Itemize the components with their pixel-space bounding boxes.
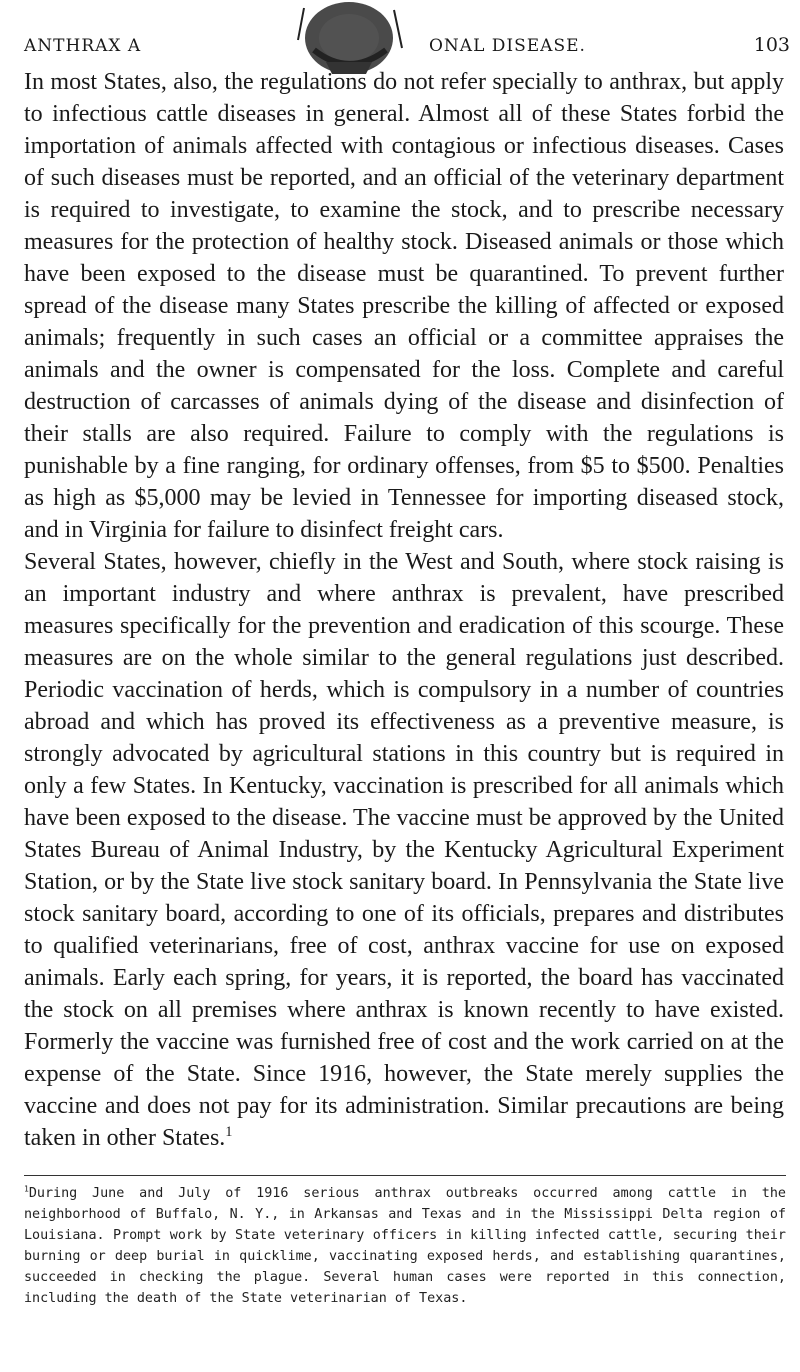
footnote-reference: 1: [225, 1124, 233, 1140]
running-head-left: ANTHRAX A: [24, 36, 142, 56]
footnote-divider: [24, 1175, 786, 1176]
paragraph-1: In most States, also, the regulations do not refer specially to anthrax, but apply to infectious cattle diseases in general. Almost all of these States forbid the importation of animals affected with contagious or infectious diseases. Cases of such diseases must be reported, and an official of the veterinary department is required to investigate, to examine the stock, and to prescribe necessary measures for the protection of healthy stock. Diseased animals or those which have been exposed to the disease must be quarantined. To prevent further spread of the disease many States prescribe the killing of affected or exposed animals; frequently in such cases an official or a committee appraises the animals and the owner is compensated for the loss. Complete and careful destruction of carcasses of animals dying of the disease and disinfection of their stalls are also required. Failure to comply with the regulations is punishable by a fine ranging, for ordinary offenses, from $5 to $500. Penalties as high as $5,000 may be levied in Tennessee for importing diseased stock, and in Virginia for failure to disinfect freight cars.: [24, 69, 784, 543]
paragraph-2: [24, 546, 784, 1154]
footnote-text: During June and July of 1916 serious anthrax outbreaks occurred among cattle in the neighborhood of Buffalo, N. Y., in Arkansas and Texas and in the Mississippi Delta region of Louisiana. Prompt work by State veterinary officers in killing infected cattle, securing their burning or deep burial in quicklime, vaccinating exposed herds, and establishing quarantines, succeeded in checking the plague. Several human cases were reported in this connection, including the death of the State veterinarian of Texas.: [24, 1186, 786, 1306]
page-header: [24, 28, 794, 68]
running-head-right: ONAL DISEASE.: [429, 36, 586, 56]
footnote-marker: 1: [24, 1184, 29, 1194]
page-number: 103: [753, 34, 790, 56]
body-text: [24, 66, 784, 1154]
paragraph-2-text: Several States, however, chiefly in the West and South, where stock raising is an important industry and where anthrax is prevalent, have prescribed measures specifically for the prevention and eradication of this scourge. These measures are on the whole similar to the general regulations just described. Periodic vaccination of herds, which is compulsory in a number of countries abroad and which has proved its effectiveness as a preventive measure, is strongly advocated by agricultural stations in this country but is required in only a few States. In Kentucky, vaccination is prescribed for all animals which have been exposed to the disease. The vaccine must be approved by the United States Bureau of Animal Industry, by the Kentucky Agricultural Experiment Station, or by the State live stock sanitary board. In Pennsylvania the State live stock sanitary board, according to one of its officials, prepares and distributes to qualified veterinarians, free of cost, anthrax vaccine for use on exposed animals. Early each spring, for years, it is reported, the board has vaccinated the stock on all premises where anthrax is known recently to have existed. Formerly the vaccine was furnished free of cost and the work carried on at the expense of the State. Since 1916, however, the State merely supplies the vaccine and does not pay for its administration. Similar precautions are being taken in other States.: [24, 549, 784, 1151]
footnote: [24, 1183, 786, 1309]
